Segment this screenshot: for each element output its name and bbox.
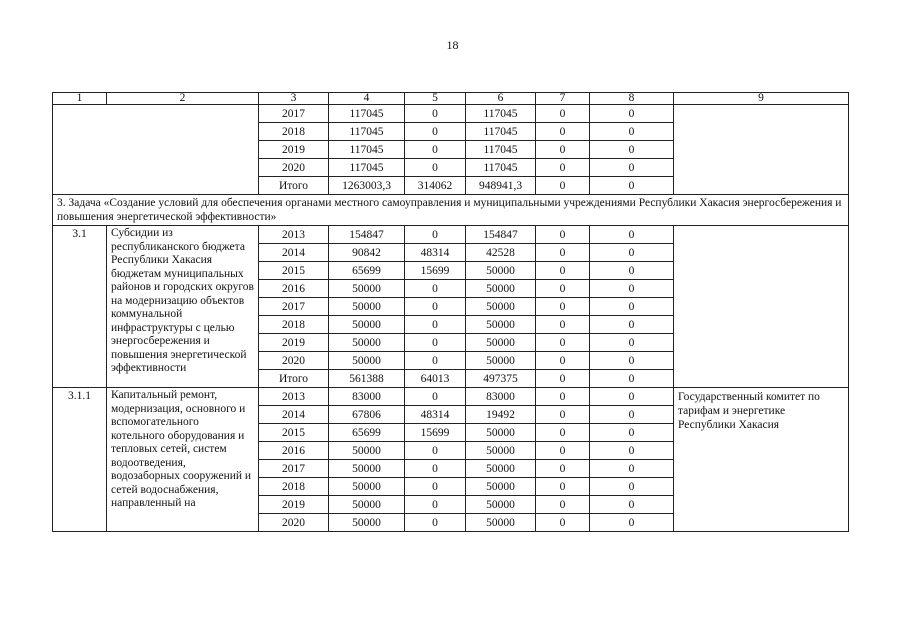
- cell-other: 0: [590, 478, 674, 496]
- cell-republic: 117045: [466, 141, 536, 159]
- cell-local: 0: [536, 226, 590, 244]
- cell-local: 0: [536, 244, 590, 262]
- cell-other: 0: [590, 244, 674, 262]
- cell-other: 0: [590, 496, 674, 514]
- cell-republic: 117045: [466, 123, 536, 141]
- row-group-spacer: [53, 105, 259, 195]
- column-header-row: [53, 93, 849, 105]
- cell-total: 67806: [329, 406, 405, 424]
- cell-other: 0: [590, 514, 674, 532]
- cell-total: 50000: [329, 298, 405, 316]
- cell-total: 50000: [329, 442, 405, 460]
- cell-year: 2013: [259, 388, 329, 406]
- cell-federal: 15699: [405, 262, 466, 280]
- cell-year: 2016: [259, 442, 329, 460]
- cell-other: 0: [590, 262, 674, 280]
- cell-total: 65699: [329, 424, 405, 442]
- executor-cell: Государственный комитет по тарифам и энергетике Республики Хакасия: [674, 388, 849, 532]
- cell-republic: 50000: [466, 514, 536, 532]
- cell-republic: 948941,3: [466, 177, 536, 195]
- cell-local: 0: [536, 105, 590, 123]
- cell-other: 0: [590, 388, 674, 406]
- cell-total: 50000: [329, 316, 405, 334]
- cell-other: 0: [590, 406, 674, 424]
- cell-year: 2020: [259, 352, 329, 370]
- cell-republic: 50000: [466, 478, 536, 496]
- cell-republic: 50000: [466, 280, 536, 298]
- cell-other: 0: [590, 105, 674, 123]
- cell-other: 0: [590, 334, 674, 352]
- column-header: 5: [405, 93, 466, 105]
- cell-federal: 15699: [405, 424, 466, 442]
- column-header: 7: [536, 93, 590, 105]
- cell-year: Итого: [259, 177, 329, 195]
- cell-federal: 0: [405, 105, 466, 123]
- cell-republic: 83000: [466, 388, 536, 406]
- cell-other: 0: [590, 177, 674, 195]
- cell-local: 0: [536, 262, 590, 280]
- cell-year: 2014: [259, 406, 329, 424]
- cell-total: 50000: [329, 352, 405, 370]
- cell-total: 50000: [329, 334, 405, 352]
- cell-federal: 0: [405, 442, 466, 460]
- cell-local: 0: [536, 406, 590, 424]
- cell-federal: 314062: [405, 177, 466, 195]
- cell-federal: 0: [405, 123, 466, 141]
- cell-republic: 50000: [466, 262, 536, 280]
- cell-local: 0: [536, 141, 590, 159]
- cell-year: Итого: [259, 370, 329, 388]
- item-number: 3.1: [53, 226, 107, 388]
- cell-year: 2019: [259, 141, 329, 159]
- cell-republic: 50000: [466, 424, 536, 442]
- cell-year: 2015: [259, 262, 329, 280]
- executor-cell: [674, 105, 849, 195]
- cell-other: 0: [590, 442, 674, 460]
- cell-local: 0: [536, 334, 590, 352]
- cell-year: 2018: [259, 316, 329, 334]
- cell-year: 2019: [259, 334, 329, 352]
- cell-local: 0: [536, 478, 590, 496]
- cell-other: 0: [590, 316, 674, 334]
- cell-total: 154847: [329, 226, 405, 244]
- cell-federal: 48314: [405, 244, 466, 262]
- column-header: 4: [329, 93, 405, 105]
- cell-republic: 50000: [466, 460, 536, 478]
- cell-local: 0: [536, 123, 590, 141]
- cell-republic: 50000: [466, 316, 536, 334]
- cell-year: 2020: [259, 514, 329, 532]
- cell-year: 2017: [259, 298, 329, 316]
- cell-federal: 0: [405, 334, 466, 352]
- executor-cell: [674, 226, 849, 388]
- cell-federal: 0: [405, 316, 466, 334]
- cell-total: 1263003,3: [329, 177, 405, 195]
- cell-republic: 50000: [466, 298, 536, 316]
- cell-total: 117045: [329, 141, 405, 159]
- table-row: [53, 388, 849, 406]
- cell-republic: 50000: [466, 334, 536, 352]
- cell-year: 2016: [259, 280, 329, 298]
- cell-total: 65699: [329, 262, 405, 280]
- item-description: Капитальный ремонт, модернизация, основного и вспомогательного котельного оборудования и тепловых сетей, систем водоотведения, водозаборных сооружений и сетей водоснабжения, направленный на: [107, 388, 259, 532]
- cell-local: 0: [536, 442, 590, 460]
- cell-total: 117045: [329, 159, 405, 177]
- cell-local: 0: [536, 460, 590, 478]
- cell-other: 0: [590, 352, 674, 370]
- cell-other: 0: [590, 226, 674, 244]
- cell-local: 0: [536, 159, 590, 177]
- cell-total: 50000: [329, 280, 405, 298]
- cell-federal: 0: [405, 460, 466, 478]
- table-body: [53, 93, 849, 532]
- item-number: 3.1.1: [53, 388, 107, 532]
- table-row: [53, 105, 849, 123]
- cell-year: 2017: [259, 105, 329, 123]
- cell-total: 90842: [329, 244, 405, 262]
- cell-total: 50000: [329, 514, 405, 532]
- task-heading-row: [53, 195, 849, 226]
- cell-year: 2013: [259, 226, 329, 244]
- cell-republic: 50000: [466, 442, 536, 460]
- cell-republic: 154847: [466, 226, 536, 244]
- column-header: 8: [590, 93, 674, 105]
- cell-federal: 0: [405, 280, 466, 298]
- cell-year: 2015: [259, 424, 329, 442]
- cell-republic: 50000: [466, 496, 536, 514]
- item-description: Субсидии из республиканского бюджета Республики Хакасия бюджетам муниципальных районов и городских округов на модернизацию объектов коммунальной инфраструктуры с целью энергосбережения и повышения энергетической эффективности: [107, 226, 259, 388]
- cell-local: 0: [536, 280, 590, 298]
- cell-federal: 64013: [405, 370, 466, 388]
- cell-other: 0: [590, 460, 674, 478]
- cell-republic: 50000: [466, 352, 536, 370]
- cell-federal: 0: [405, 298, 466, 316]
- cell-federal: 0: [405, 514, 466, 532]
- cell-total: 561388: [329, 370, 405, 388]
- cell-local: 0: [536, 496, 590, 514]
- cell-federal: 0: [405, 388, 466, 406]
- cell-federal: 0: [405, 352, 466, 370]
- cell-republic: 42528: [466, 244, 536, 262]
- cell-other: 0: [590, 280, 674, 298]
- page-number: 18: [446, 38, 459, 52]
- cell-republic: 117045: [466, 105, 536, 123]
- cell-federal: 48314: [405, 406, 466, 424]
- cell-federal: 0: [405, 478, 466, 496]
- cell-federal: 0: [405, 159, 466, 177]
- cell-other: 0: [590, 298, 674, 316]
- table-row: [53, 226, 849, 244]
- cell-total: 50000: [329, 496, 405, 514]
- cell-year: 2017: [259, 460, 329, 478]
- cell-federal: 0: [405, 141, 466, 159]
- cell-other: 0: [590, 141, 674, 159]
- column-header: 9: [674, 93, 849, 105]
- cell-other: 0: [590, 159, 674, 177]
- cell-other: 0: [590, 424, 674, 442]
- cell-other: 0: [590, 123, 674, 141]
- task-heading: 3. Задача «Создание условий для обеспечения органами местного самоуправления и муниципальными учреждениями Республики Хакасия энергосбережения и повышения энергетической эффективности»: [53, 195, 849, 226]
- cell-federal: 0: [405, 496, 466, 514]
- cell-year: 2014: [259, 244, 329, 262]
- cell-year: 2018: [259, 123, 329, 141]
- cell-total: 117045: [329, 105, 405, 123]
- program-table: [52, 92, 849, 532]
- cell-republic: 117045: [466, 159, 536, 177]
- cell-local: 0: [536, 316, 590, 334]
- cell-local: 0: [536, 298, 590, 316]
- cell-local: 0: [536, 424, 590, 442]
- cell-total: 50000: [329, 460, 405, 478]
- column-header: 1: [53, 93, 107, 105]
- cell-local: 0: [536, 370, 590, 388]
- cell-local: 0: [536, 514, 590, 532]
- cell-republic: 497375: [466, 370, 536, 388]
- column-header: 6: [466, 93, 536, 105]
- cell-local: 0: [536, 388, 590, 406]
- cell-total: 50000: [329, 478, 405, 496]
- cell-local: 0: [536, 352, 590, 370]
- cell-year: 2020: [259, 159, 329, 177]
- cell-other: 0: [590, 370, 674, 388]
- cell-local: 0: [536, 177, 590, 195]
- cell-republic: 19492: [466, 406, 536, 424]
- cell-federal: 0: [405, 226, 466, 244]
- column-header: 2: [107, 93, 259, 105]
- cell-year: 2019: [259, 496, 329, 514]
- cell-year: 2018: [259, 478, 329, 496]
- column-header: 3: [259, 93, 329, 105]
- cell-total: 83000: [329, 388, 405, 406]
- cell-total: 117045: [329, 123, 405, 141]
